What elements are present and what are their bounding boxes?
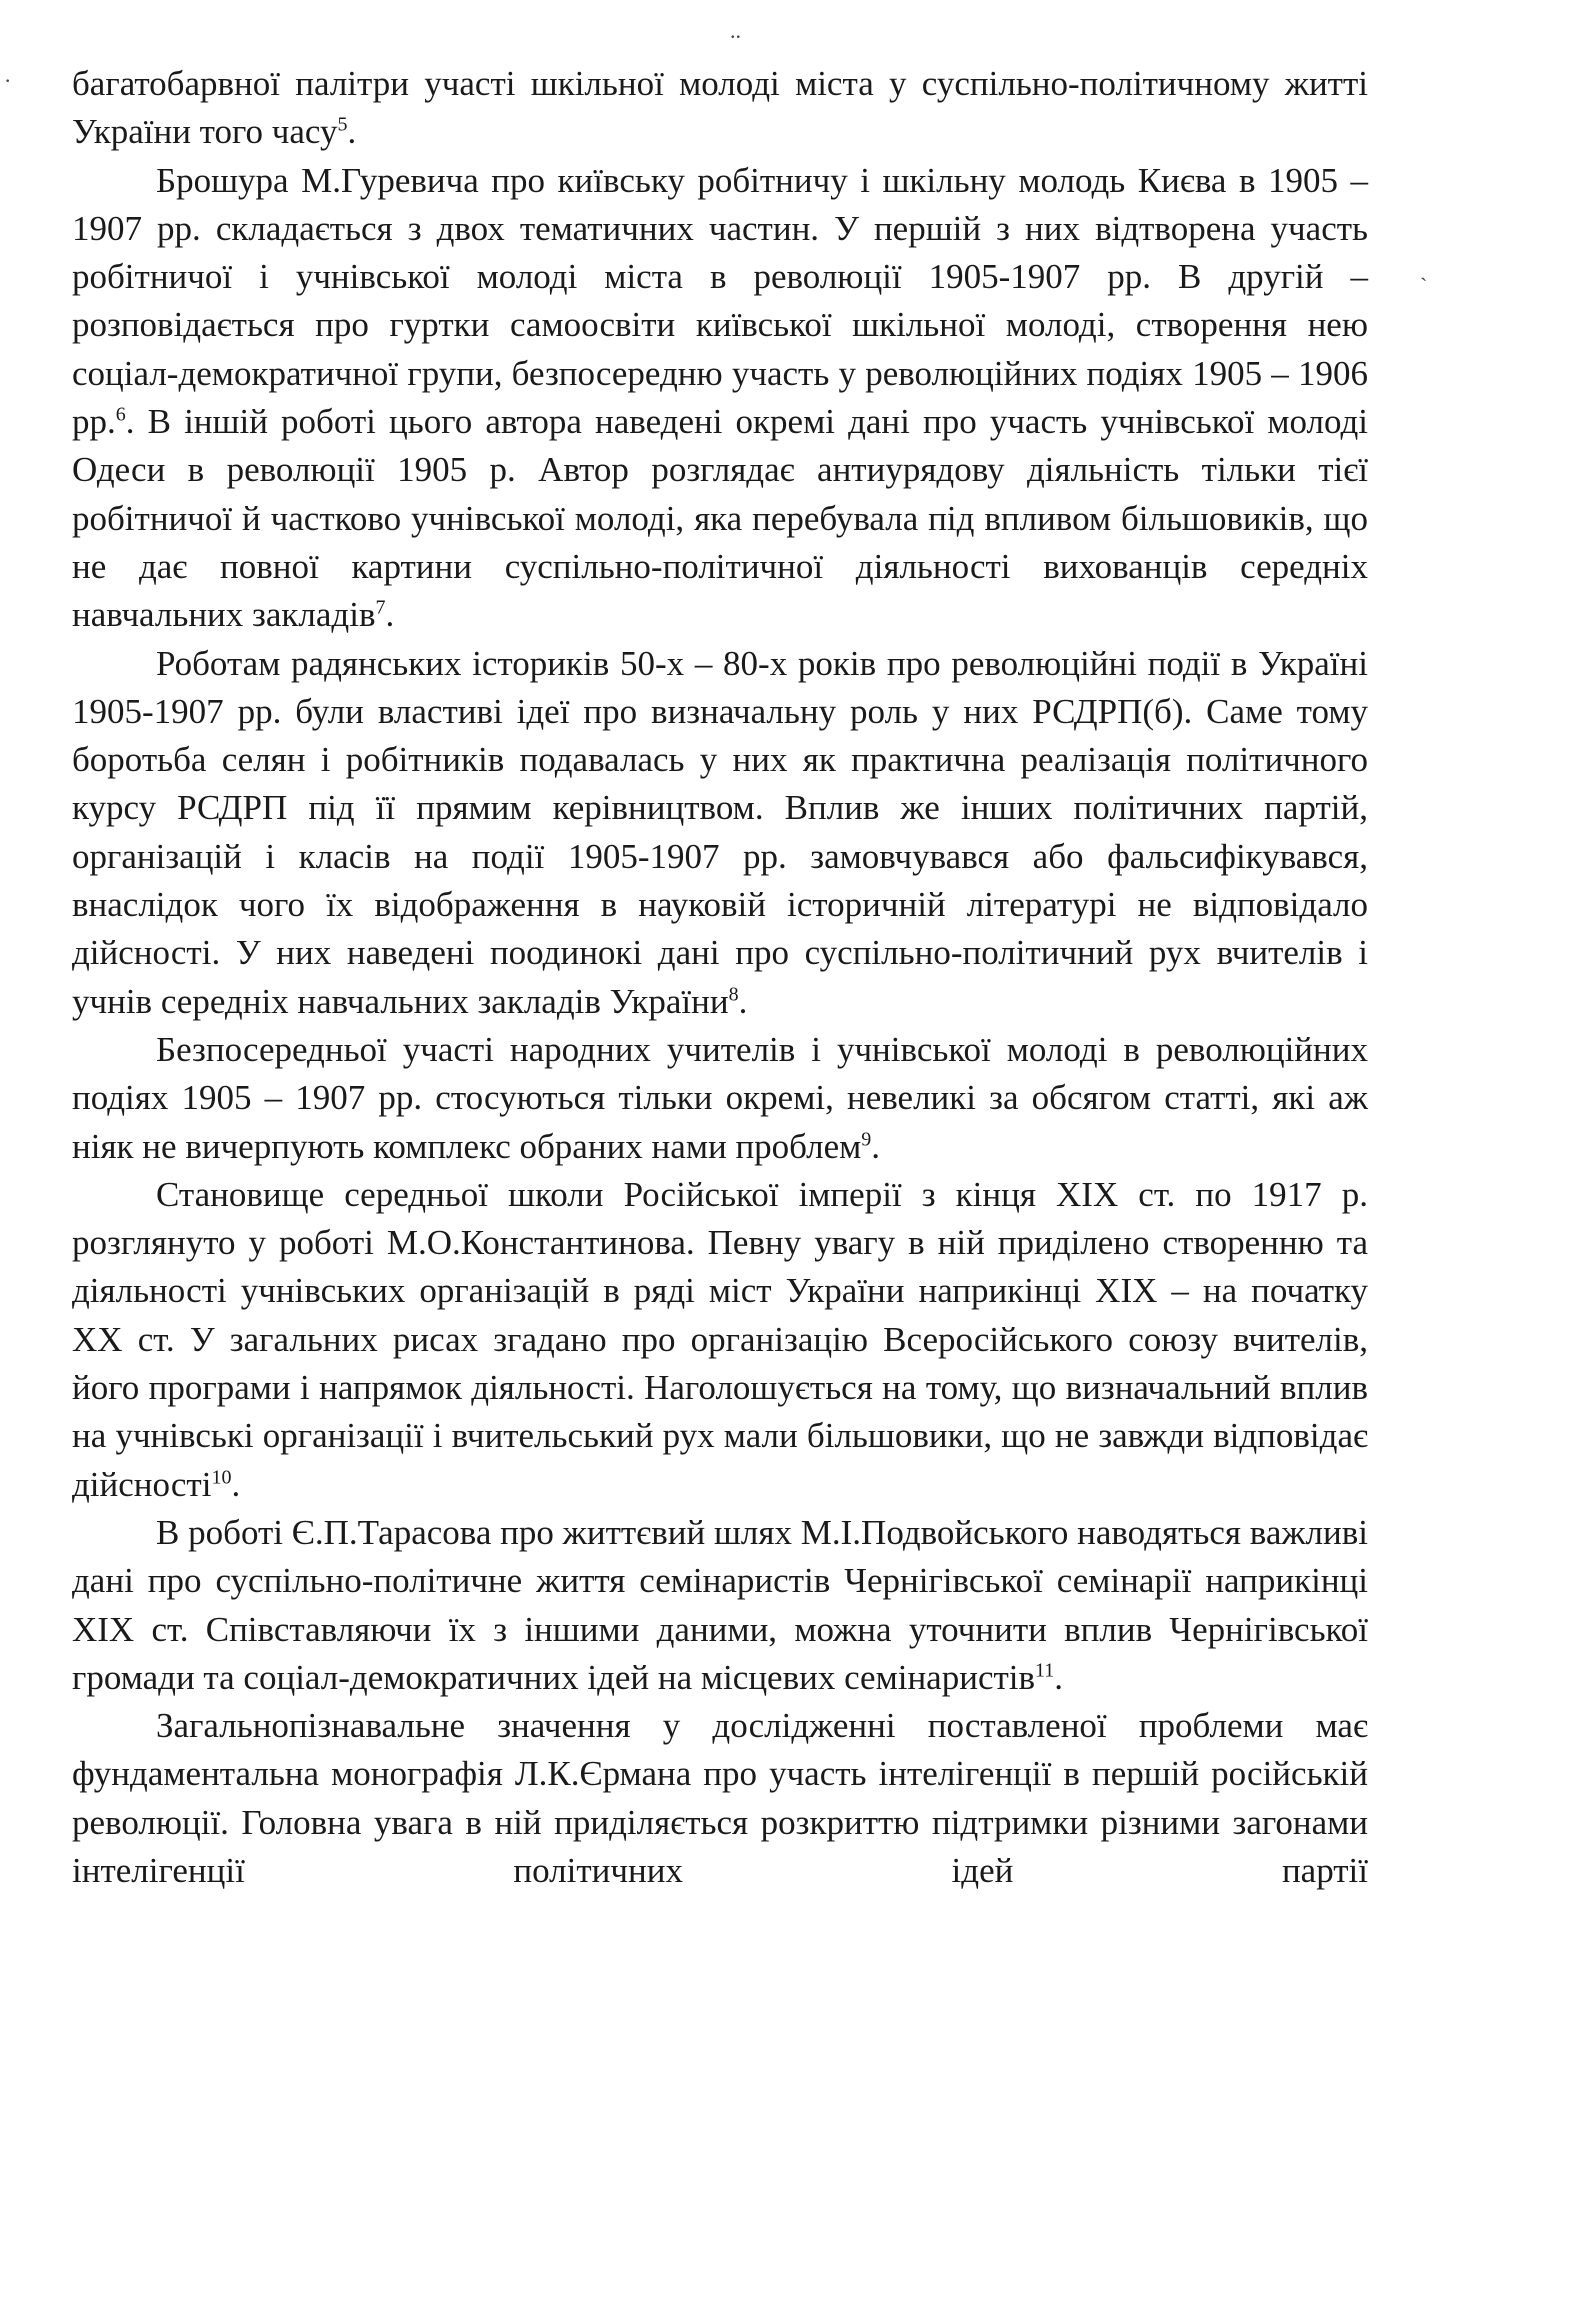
paragraph-1-tail2: . xyxy=(385,595,395,635)
paragraph-6 xyxy=(72,1702,1368,1895)
paragraph-1-tail: . В іншій роботі цього автора наведені окремі дані про участь учнівської молоді Одеси в революції 1905 р. Автор розглядає антиурядову діяльність тільки тієї робітничої й частково учнівської молоді, яка перебувала під впливом більшовиків, що не дає повної картини суспільно-політичної діяльності вихованців середніх навчальних закладів xyxy=(72,402,1368,635)
paragraph-3-tail: . xyxy=(871,1126,881,1166)
paragraph-3 xyxy=(72,1026,1368,1171)
document-page xyxy=(72,60,1368,1895)
paragraph-4-tail: . xyxy=(231,1464,241,1504)
footnote-ref-8: 8 xyxy=(728,982,739,1005)
paragraph-1-text: Брошура М.Гуревича про київську робітничу і шкільну молодь Києва в 1905 – 1907 рр. складається з двох тематичних частин. У першій з них відтворена участь робітничої і учнівської молоді міста в революції 1905-1907 рр. В другій – розповідається про гуртки самоосвіти київської шкільної молоді, створення нею соціал-демократичної групи, безпосередню участь у революційних подіях 1905 – 1906 рр. xyxy=(72,160,1368,442)
paragraph-5 xyxy=(72,1509,1368,1702)
paragraph-6-text: Загальнопізнавальне значення у дослідженні поставленої проблеми має фундаментальна монографія Л.К.Єрмана про участь інтелігенції в першій російській революції. Головна увага в ній приділяється розкриттю підтримки різними загонами інтелігенції політичних ідей партії xyxy=(72,1706,1368,1890)
paragraph-5-tail: . xyxy=(1054,1657,1064,1697)
paragraph-3-text: Безпосередньої участі народних учителів і учнівської молоді в революційних подіях 1905 – 1907 рр. стосуються тільки окремі, невеликі за обсягом статті, які аж ніяк не вичерпують комплекс обраних нами проблем xyxy=(72,1029,1368,1166)
paragraph-1 xyxy=(72,157,1368,640)
paragraph-4-text: Становище середньої школи Російської імперії з кінця XIX ст. по 1917 р. розглянуто у роботі М.О.Константинова. Певну увагу в ній приділено створенню та діяльності учнівських організацій в ряді міст України наприкінці XIX – на початку XX ст. У загальних рисах згадано про організацію Всеросійського союзу вчителів, його програми і напрямок діяльності. Наголошується на тому, що визначальний вплив на учнівські організації і вчительський рух мали більшовики, що не завжди відповідає дійсності xyxy=(72,1174,1368,1504)
paragraph-0 xyxy=(72,60,1368,157)
footnote-ref-5: 5 xyxy=(337,113,348,136)
footnote-ref-7: 7 xyxy=(375,596,386,619)
paragraph-2-text: Роботам радянських істориків 50-х – 80-х років про революційні події в Україні 1905-1907 рр. були властиві ідеї про визначальну роль у них РСДРП(б). Саме тому боротьба селян і робітників подавалась у них як практична реалізація політичного курсу РСДРП під її прямим керівництвом. Вплив же інших політичних партій, організацій і класів на події 1905-1907 рр. замовчувався або фальсифікувався, внаслідок чого їх відображення в науковій історичній літературі не відповідало дійсності. У них наведені поодинокі дані про суспільно-політичний рух вчителів і учнів середніх навчальних закладів України xyxy=(72,643,1368,1021)
paragraph-2-tail: . xyxy=(738,981,748,1021)
footnote-ref-11: 11 xyxy=(1035,1659,1055,1682)
right-margin-mark: ˴ xyxy=(1420,263,1428,288)
paragraph-0-tail: . xyxy=(347,112,357,152)
top-margin-mark: .. xyxy=(730,18,741,43)
paragraph-5-text: В роботі Є.П.Тарасова про життєвий шлях М.І.Подвойського наводяться важливі дані про суспільно-політичне життя семінаристів Чернігівської семінарії наприкінці XIX ст. Співставляючи їх з іншими даними, можна уточнити вплив Чернігівської громади та соціал-демократичних ідей на місцевих семінаристів xyxy=(72,1512,1368,1697)
paragraph-2 xyxy=(72,640,1368,1026)
footnote-ref-6: 6 xyxy=(115,403,126,426)
left-margin-mark: · xyxy=(4,68,12,93)
footnote-ref-9: 9 xyxy=(861,1127,872,1150)
footnote-ref-10: 10 xyxy=(211,1465,232,1488)
paragraph-0-text: багатобарвної палітри участі шкільної молоді міста у суспільно-політичному житті України того часу xyxy=(72,64,1368,152)
paragraph-4 xyxy=(72,1171,1368,1509)
